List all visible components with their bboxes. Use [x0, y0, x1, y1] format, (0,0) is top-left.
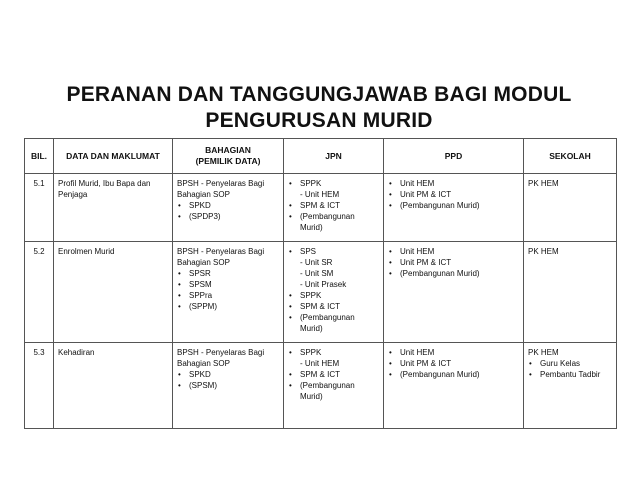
- list-item: [288, 312, 380, 334]
- list-item: • SPKD: [177, 369, 280, 380]
- bahagian-line-2: Bahagian SOP: [177, 190, 230, 199]
- list-item: • Unit HEM: [388, 246, 520, 257]
- cell-sekolah: [524, 343, 617, 429]
- list-subitem: - Unit Prasek: [300, 280, 347, 289]
- list-item-text: • SPPK: [300, 348, 322, 357]
- list-item: • Pembantu Tadbir: [528, 369, 613, 380]
- cell-bahagian: [173, 242, 284, 343]
- cell-ppd: [384, 242, 524, 343]
- sekolah-head: PK HEM: [528, 348, 559, 357]
- list-item: • (Pembangunan Murid): [388, 200, 520, 211]
- cell-bahagian: [173, 174, 284, 242]
- cell-bahagian: [173, 343, 284, 429]
- list-item: [288, 246, 380, 290]
- cell-ppd: [384, 343, 524, 429]
- list-item: • (SPPM): [177, 301, 280, 312]
- list-subitem: - Unit SR: [300, 258, 333, 267]
- list-item: [288, 347, 380, 369]
- title-line-2: PENGURUSAN MURID: [205, 109, 433, 132]
- list-item: • Unit HEM: [388, 178, 520, 189]
- cell-ppd: [384, 174, 524, 242]
- roles-table: [24, 138, 617, 429]
- list-item-text: • (Pembangunan: [300, 381, 355, 390]
- list-item: • Guru Kelas: [528, 358, 613, 369]
- list-item: • SPM & ICT: [288, 200, 380, 211]
- cell-bil: 5.3: [25, 343, 54, 429]
- list-item: • Unit HEM: [388, 347, 520, 358]
- header-ppd: PPD: [384, 139, 524, 174]
- list-item: [288, 211, 380, 233]
- title-line-1: PERANAN DAN TANGGUNGJAWAB BAGI MODUL: [66, 83, 572, 106]
- list-item: • Unit PM & ICT: [388, 358, 520, 369]
- bahagian-line-1: BPSH - Penyelaras Bagi: [177, 348, 265, 357]
- list-subitem: - Unit SM: [300, 269, 334, 278]
- list-item: • SPSM: [177, 279, 280, 290]
- list-item: • SPKD: [177, 200, 280, 211]
- table-row: [25, 174, 617, 242]
- table-header-row: [25, 139, 617, 174]
- list-item: • (SPDP3): [177, 211, 280, 222]
- list-item-text: Murid): [300, 324, 323, 333]
- list-item: • SPM & ICT: [288, 369, 380, 380]
- header-bahagian-line-1: BAHAGIAN: [205, 145, 251, 155]
- list-item: • (SPSM): [177, 380, 280, 391]
- header-jpn: JPN: [284, 139, 384, 174]
- list-item: • SPSR: [177, 268, 280, 279]
- bahagian-line-2: Bahagian SOP: [177, 258, 230, 267]
- cell-jpn: [284, 174, 384, 242]
- sekolah-head: PK HEM: [528, 179, 559, 188]
- sekolah-head: PK HEM: [528, 247, 559, 256]
- cell-data: Profil Murid, Ibu Bapa dan Penjaga: [54, 174, 173, 242]
- list-item-text: • SPPK: [300, 179, 322, 188]
- list-item-text: • (Pembangunan: [300, 313, 355, 322]
- cell-bil: 5.1: [25, 174, 54, 242]
- table-row: [25, 343, 617, 429]
- cell-bil: 5.2: [25, 242, 54, 343]
- list-item: [288, 178, 380, 200]
- list-item-text: • (Pembangunan: [300, 212, 355, 221]
- list-subitem: - Unit HEM: [300, 190, 340, 199]
- header-sekolah: SEKOLAH: [524, 139, 617, 174]
- list-item: • SPM & ICT: [288, 301, 380, 312]
- cell-sekolah: [524, 174, 617, 242]
- list-item: • Unit PM & ICT: [388, 189, 520, 200]
- bahagian-line-2: Bahagian SOP: [177, 359, 230, 368]
- list-item: • (Pembangunan Murid): [388, 369, 520, 380]
- header-bahagian: [173, 139, 284, 174]
- list-item: • SPPK: [288, 290, 380, 301]
- cell-jpn: [284, 242, 384, 343]
- bahagian-line-1: BPSH - Penyelaras Bagi: [177, 179, 265, 188]
- cell-data: Kehadiran: [54, 343, 173, 429]
- header-data: DATA DAN MAKLUMAT: [54, 139, 173, 174]
- list-item: • (Pembangunan Murid): [388, 268, 520, 279]
- page-title: [0, 82, 638, 134]
- header-bahagian-line-2: (PEMILIK DATA): [195, 156, 261, 166]
- cell-jpn: [284, 343, 384, 429]
- list-item-text: • SPS: [300, 247, 317, 256]
- list-item-text: Murid): [300, 392, 323, 401]
- list-item-text: Murid): [300, 223, 323, 232]
- list-item: • Unit PM & ICT: [388, 257, 520, 268]
- list-item: • SPPra: [177, 290, 280, 301]
- table-row: [25, 242, 617, 343]
- cell-data: Enrolmen Murid: [54, 242, 173, 343]
- cell-sekolah: [524, 242, 617, 343]
- list-subitem: - Unit HEM: [300, 359, 340, 368]
- header-bil: BIL.: [25, 139, 54, 174]
- list-item: [288, 380, 380, 402]
- bahagian-line-1: BPSH - Penyelaras Bagi: [177, 247, 265, 256]
